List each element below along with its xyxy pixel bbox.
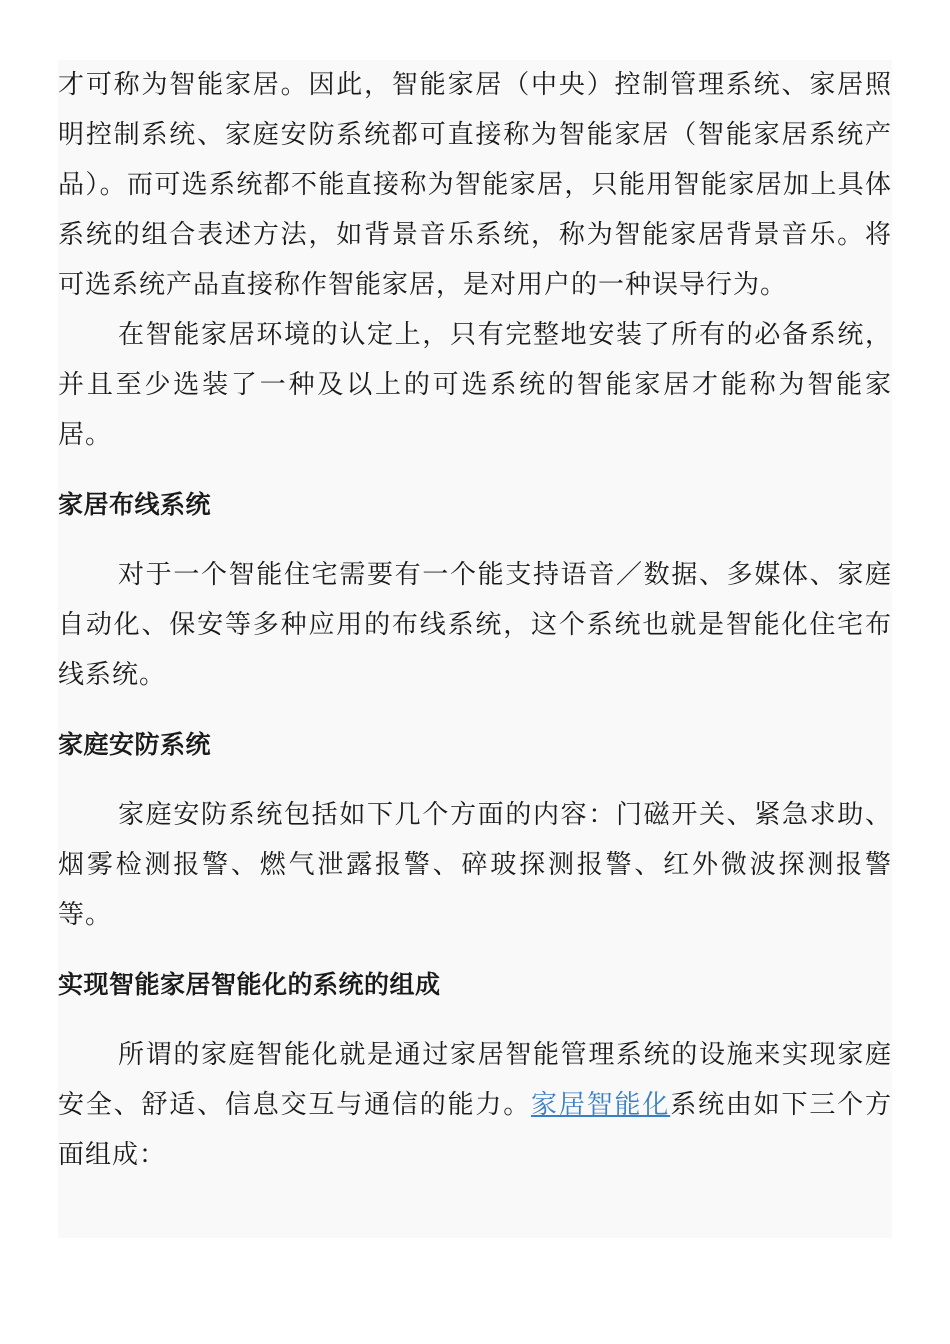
paragraph-wiring-system: 对于一个智能住宅需要有一个能支持语音／数据、多媒体、家庭自动化、保安等多种应用的布线系统，这个系统也就是智能化住宅布线系统。 xyxy=(58,560,892,690)
heading-security-system: 家庭安防系统 xyxy=(58,730,212,759)
document-page xyxy=(58,60,892,1238)
paragraph-intro: 才可称为智能家居。因此，智能家居（中央）控制管理系统、家居照明控制系统、家庭安防系统都可直接称为智能家居（智能家居系统产品）。而可选系统都不能直接称为智能家居，只能用智能家居加上具体系统的组合表述方法，如背景音乐系统，称为智能家居背景音乐。将可选系统产品直接称作智能家居，是对用户的一种误导行为。 xyxy=(58,70,892,300)
smart-home-link[interactable]: 家居智能化 xyxy=(531,1090,671,1120)
composition-text-before: 所谓的家庭智能化就是通过家居智能管理系统的设施来实现家庭安全、舒适、信息交互与通信的能力。 xyxy=(58,1040,892,1120)
composition-text-after: 系统由如下三个方面组成： xyxy=(58,1090,892,1170)
paragraph-system-composition xyxy=(58,1030,892,1180)
paragraph-security-system: 家庭安防系统包括如下几个方面的内容：门磁开关、紧急求助、烟雾检测报警、燃气泄露报警、碎玻探测报警、红外微波探测报警等。 xyxy=(58,800,892,930)
paragraph-definition: 在智能家居环境的认定上，只有完整地安装了所有的必备系统，并且至少选装了一种及以上的可选系统的智能家居才能称为智能家居。 xyxy=(58,320,892,450)
heading-wiring-system: 家居布线系统 xyxy=(58,490,212,519)
heading-system-composition: 实现智能家居智能化的系统的组成 xyxy=(58,970,441,999)
